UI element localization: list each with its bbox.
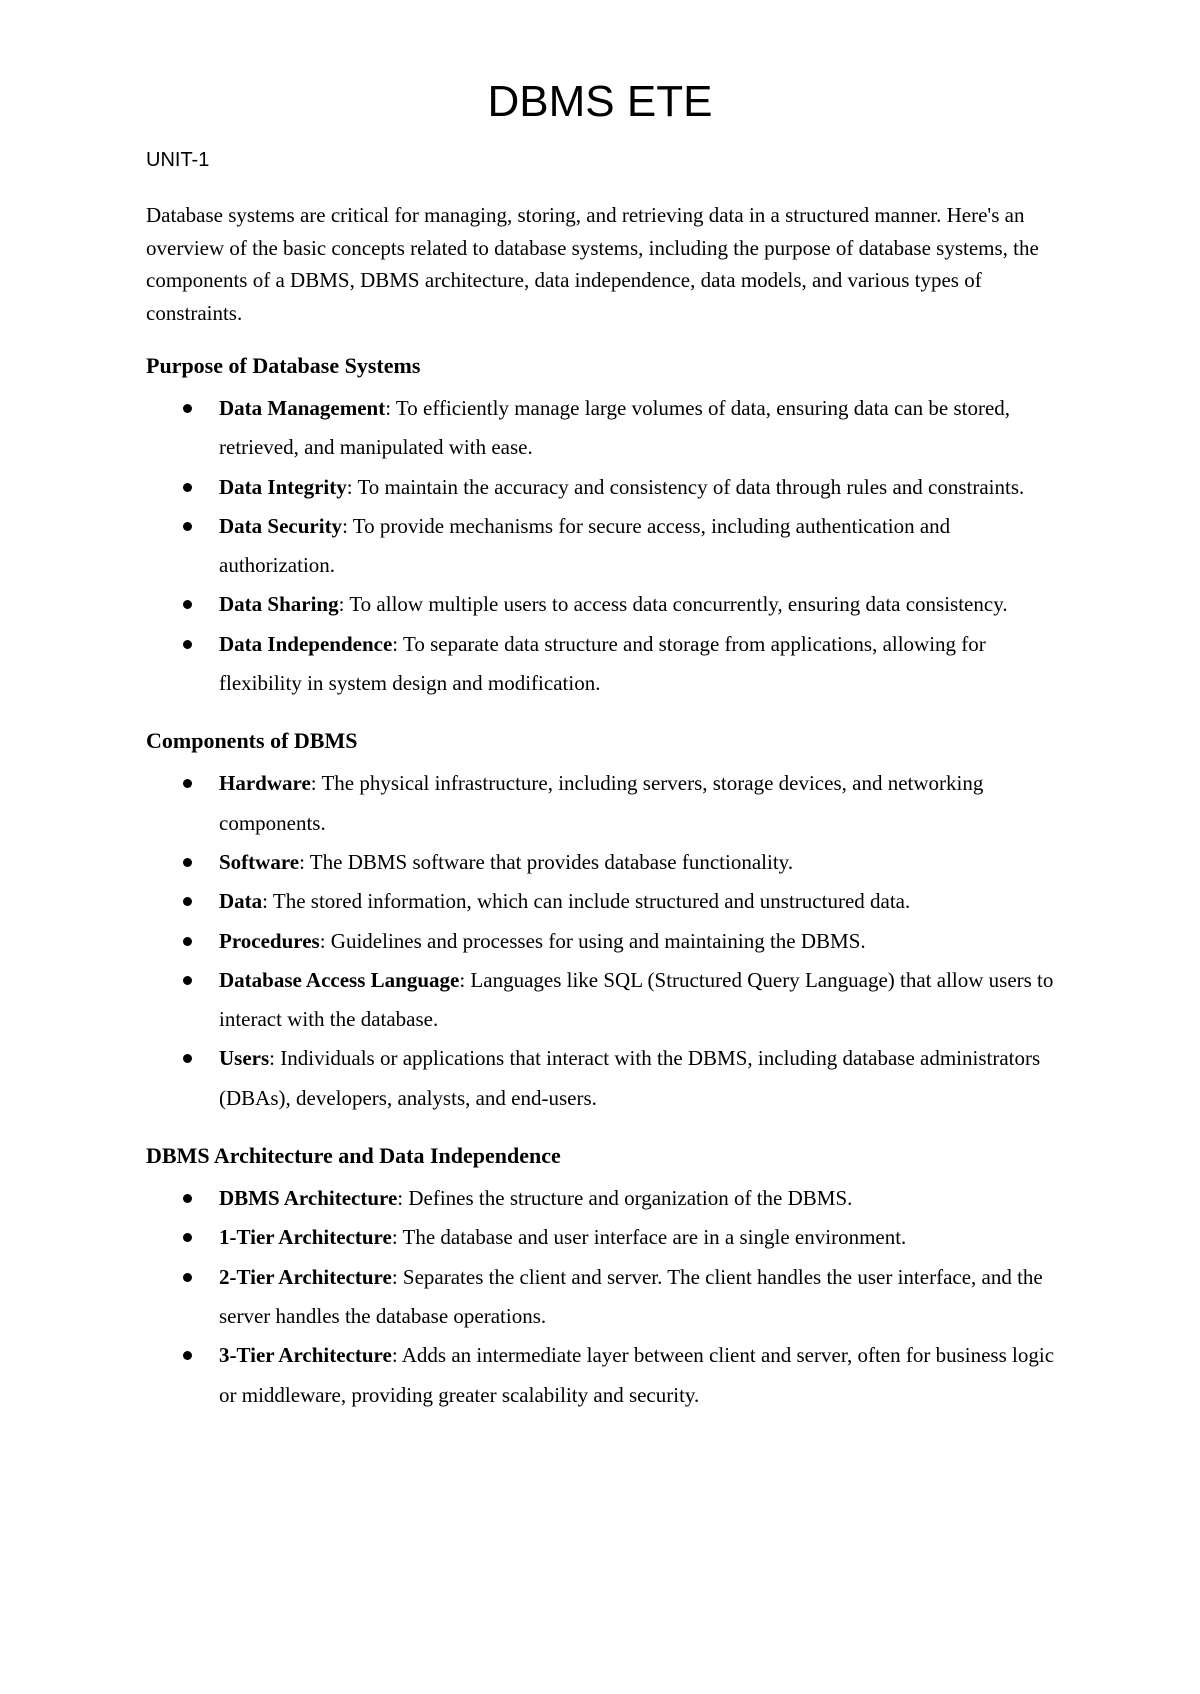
list-item [146,1218,1066,1257]
bullet-icon [183,1054,192,1063]
list-item-text: : To allow multiple users to access data concurrently, ensuring data consistency. [338,592,1008,617]
list-item-text: : Separates the client and server. The client handles the user interface, and the server handles the database operations. [219,1264,1043,1328]
list-item-term: 2-Tier Architecture [219,1264,392,1289]
list-item [146,843,1066,882]
list-item-text: : Individuals or applications that interact with the DBMS, including database administrators (DBAs), developers, analysts, and end-users. [219,1046,1041,1110]
list-item [146,389,1066,468]
list-item-term: Software [219,849,300,874]
bullet-icon [183,483,192,492]
list-item [146,507,1066,586]
list-item-text: : The DBMS software that provides database functionality. [299,849,794,874]
list-item-term: Hardware [219,771,311,796]
list-item [146,1039,1066,1118]
list-item-term: Data Integrity [219,474,347,499]
list-item-term: Procedures [219,928,320,953]
list-item-term: Data Security [219,513,343,538]
bullet-icon [183,897,192,906]
list-item-text: : The stored information, which can include structured and unstructured data. [262,889,911,914]
bullet-icon [183,1273,192,1282]
list-item-text: : Guidelines and processes for using and maintaining the DBMS. [319,928,866,953]
bullet-icon [183,600,192,609]
bullet-icon [183,404,192,413]
list-item-text: : To maintain the accuracy and consistency of data through rules and constraints. [346,474,1025,499]
components-list [146,764,1066,1118]
document-title: DBMS ETE [487,77,713,126]
list-item-text: : To provide mechanisms for secure access, including authentication and authorization. [219,513,951,578]
section-heading-architecture: DBMS Architecture and Data Independence [146,1143,561,1169]
list-item-term: DBMS Architecture [219,1186,398,1211]
list-item [146,882,1066,921]
section-heading-components: Components of DBMS [146,728,358,754]
bullet-icon [183,1194,192,1203]
list-item-term: Data Independence [219,631,393,656]
unit-label: UNIT-1 [146,149,210,171]
list-item-term: Data [219,889,263,914]
purpose-list [146,389,1066,703]
list-item-text: : The physical infrastructure, including servers, storage devices, and networking components. [219,771,984,835]
list-item-text: : Languages like SQL (Structured Query Language) that allow users to interact with the database. [219,967,1054,1032]
list-item-term: Data Sharing [219,592,339,617]
architecture-list [146,1179,1066,1415]
list-item [146,961,1066,1040]
list-item-text: : Defines the structure and organization of the DBMS. [397,1186,853,1211]
bullet-icon [183,640,192,649]
intro-paragraph: Database systems are critical for managing, storing, and retrieving data in a structured manner. Here's an overview of the basic concepts related to database systems, including the purpose of database systems, the components of a DBMS, DBMS architecture, data independence, data models, and various types of constraints. [146,203,1039,325]
bullet-icon [183,1351,192,1360]
list-item [146,625,1066,704]
list-item-term: Users [219,1046,270,1071]
bullet-icon [183,937,192,946]
list-item-term: Data Management [219,396,386,420]
section-heading-purpose: Purpose of Database Systems [146,353,421,378]
list-item-term: Database Access Language [219,967,460,992]
list-item [146,1179,1066,1218]
document-body [146,199,1066,1415]
list-item [146,764,1066,843]
list-item-text: : To efficiently manage large volumes of data, ensuring data can be stored, retrieved, and manipulated with ease. [219,396,1011,460]
list-item [146,468,1066,507]
list-item-text: : The database and user interface are in a single environment. [391,1225,907,1250]
list-item [146,1258,1066,1337]
list-item [146,922,1066,961]
bullet-icon [183,976,192,985]
list-item-term: 3-Tier Architecture [219,1343,392,1368]
list-item-text: : To separate data structure and storage from applications, allowing for flexibility in system design and modification. [219,631,986,696]
list-item [146,1336,1066,1415]
list-item-term: 1-Tier Architecture [219,1225,392,1250]
list-item [146,585,1066,624]
bullet-icon [183,1233,192,1242]
bullet-icon [183,779,192,788]
bullet-icon [183,858,192,867]
list-item-text: : Adds an intermediate layer between client and server, often for business logic or middleware, providing greater scalability and security. [219,1343,1055,1407]
bullet-icon [183,522,192,531]
